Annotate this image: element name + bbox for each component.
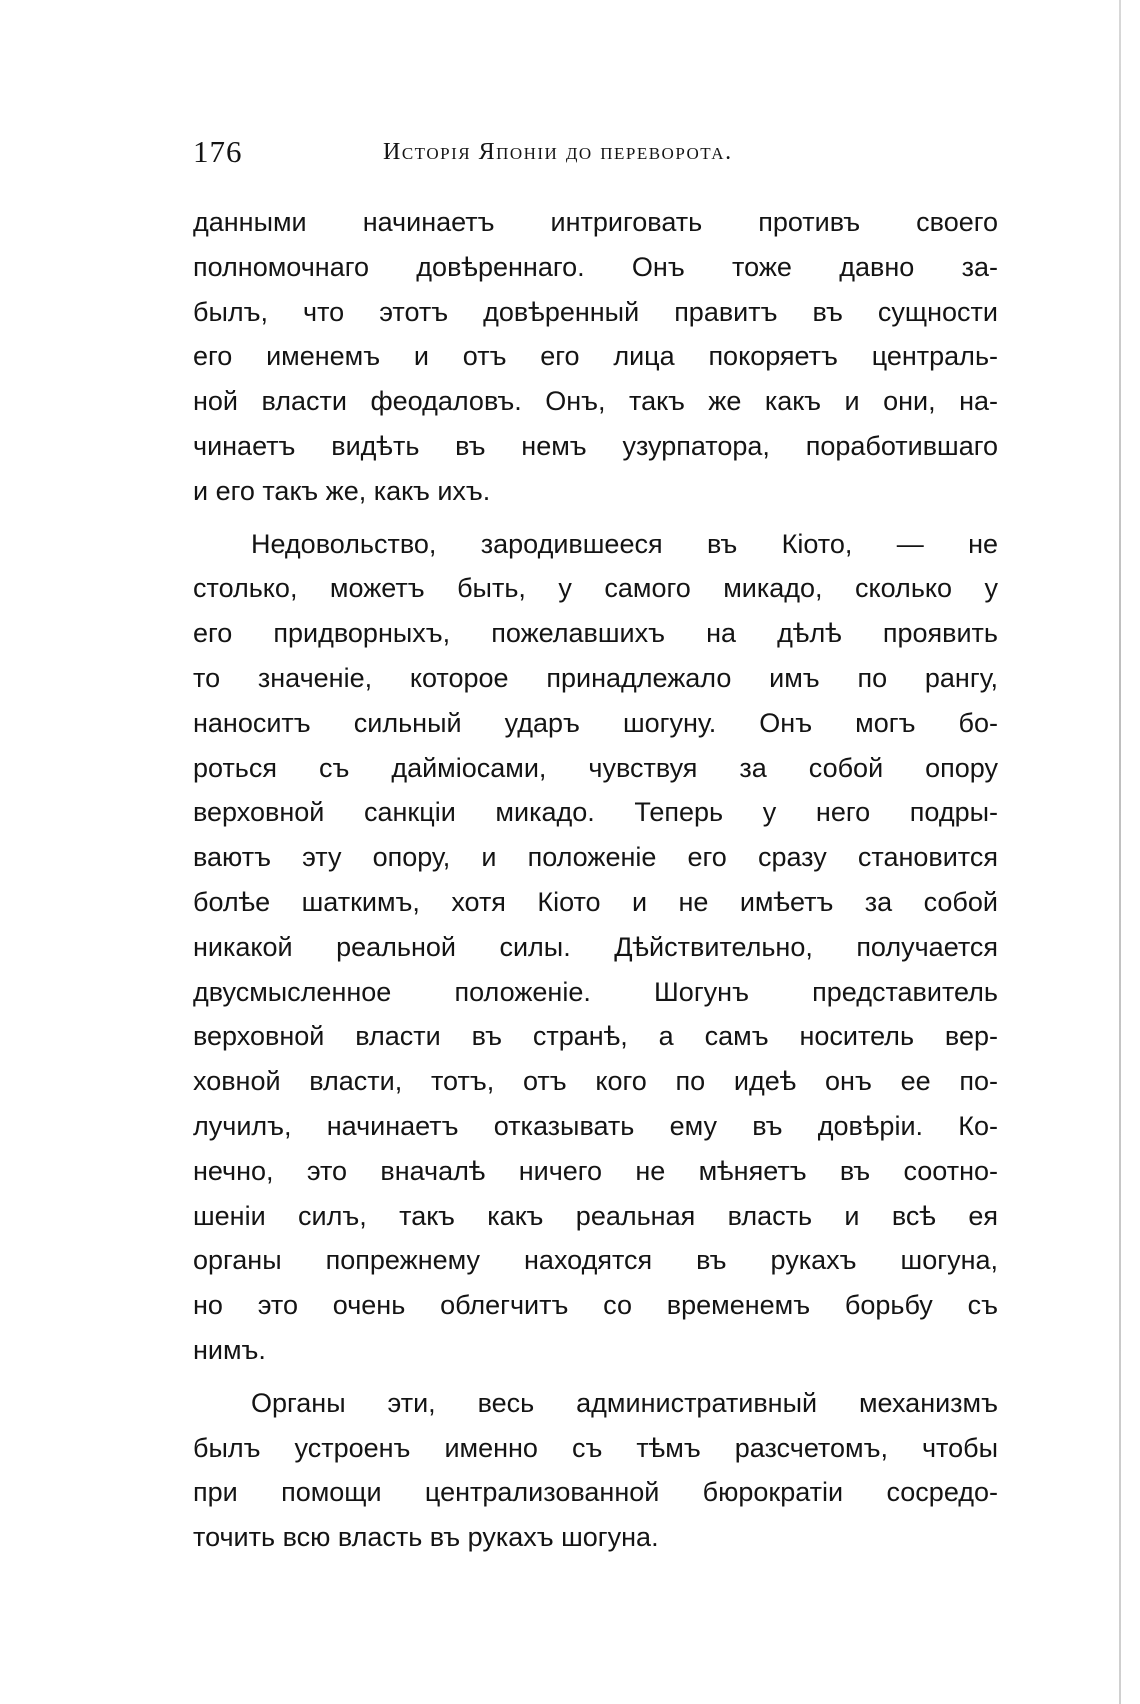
text-line: чинаетъ видѣть въ немъ узурпатора, поработившаго bbox=[193, 430, 998, 461]
text-line: роться съ дайміосами, чувствуя за собой опору bbox=[193, 752, 998, 783]
text-line: верховной санкціи микадо. Теперь у него подры- bbox=[193, 797, 998, 828]
paragraph-2 bbox=[193, 522, 998, 1373]
text-line: ховной власти, тотъ, отъ кого по идеѣ онъ ее по- bbox=[193, 1066, 998, 1097]
text-line: нечно, это вначалѣ ничего не мѣняетъ въ соотно- bbox=[193, 1155, 998, 1186]
text-line: верховной власти въ странѣ, а самъ носитель вер- bbox=[193, 1021, 998, 1052]
paragraph-1 bbox=[193, 200, 998, 514]
text-line: органы попрежнему находятся въ рукахъ шогуна, bbox=[193, 1245, 998, 1276]
text-line: ваютъ эту опору, и положеніе его сразу становится bbox=[193, 842, 998, 873]
text-line: лучилъ, начинаетъ отказывать ему въ довѣріи. Ко- bbox=[193, 1110, 998, 1141]
body-text bbox=[193, 200, 998, 1560]
text-line: при помощи централизованной бюрократіи сосредо- bbox=[193, 1477, 998, 1508]
text-line: нимъ. bbox=[193, 1334, 266, 1365]
text-line: Органы эти, весь административный механизмъ bbox=[251, 1387, 998, 1418]
text-line: его именемъ и отъ его лица покоряетъ централь- bbox=[193, 341, 998, 372]
text-line: шеніи силъ, такъ какъ реальная власть и всѣ ея bbox=[193, 1200, 998, 1231]
text-line: но это очень облегчитъ со временемъ борьбу съ bbox=[193, 1290, 998, 1321]
text-line: болѣе шаткимъ, хотя Кіото и не имѣетъ за собой bbox=[193, 886, 998, 917]
text-line: двусмысленное положеніе. Шогунъ представитель bbox=[193, 976, 998, 1007]
paragraph-3 bbox=[193, 1381, 998, 1560]
text-line: столько, можетъ быть, у самого микадо, сколько у bbox=[193, 573, 998, 604]
scan-edge-line bbox=[1119, 0, 1121, 1704]
text-line: наноситъ сильный ударъ шогуну. Онъ могъ бо- bbox=[193, 707, 998, 738]
page-header bbox=[193, 130, 1003, 174]
text-line: его придворныхъ, пожелавшихъ на дѣлѣ проявить bbox=[193, 618, 998, 649]
text-line: былъ, что этотъ довѣренный правитъ въ сущности bbox=[193, 296, 998, 327]
text-line: то значеніе, которое принадлежало имъ по рангу, bbox=[193, 662, 998, 693]
text-line: никакой реальной силы. Дѣйствительно, получается bbox=[193, 931, 998, 962]
text-line: и его такъ же, какъ ихъ. bbox=[193, 475, 491, 506]
running-title: Исторія Японіи до переворота. bbox=[383, 139, 733, 165]
text-line: точить всю власть въ рукахъ шогуна. bbox=[193, 1522, 659, 1553]
text-line: Недовольство, зародившееся въ Кіото, — не bbox=[251, 528, 998, 559]
text-line: былъ устроенъ именно съ тѣмъ разсчетомъ, чтобы bbox=[193, 1432, 998, 1463]
text-line: данными начинаетъ интриговать противъ своего bbox=[193, 207, 998, 237]
text-line: ной власти феодаловъ. Онъ, такъ же какъ и они, на- bbox=[193, 386, 998, 417]
page-number: 176 bbox=[193, 134, 243, 169]
text-line: полномочнаго довѣреннаго. Онъ тоже давно за- bbox=[193, 251, 998, 282]
